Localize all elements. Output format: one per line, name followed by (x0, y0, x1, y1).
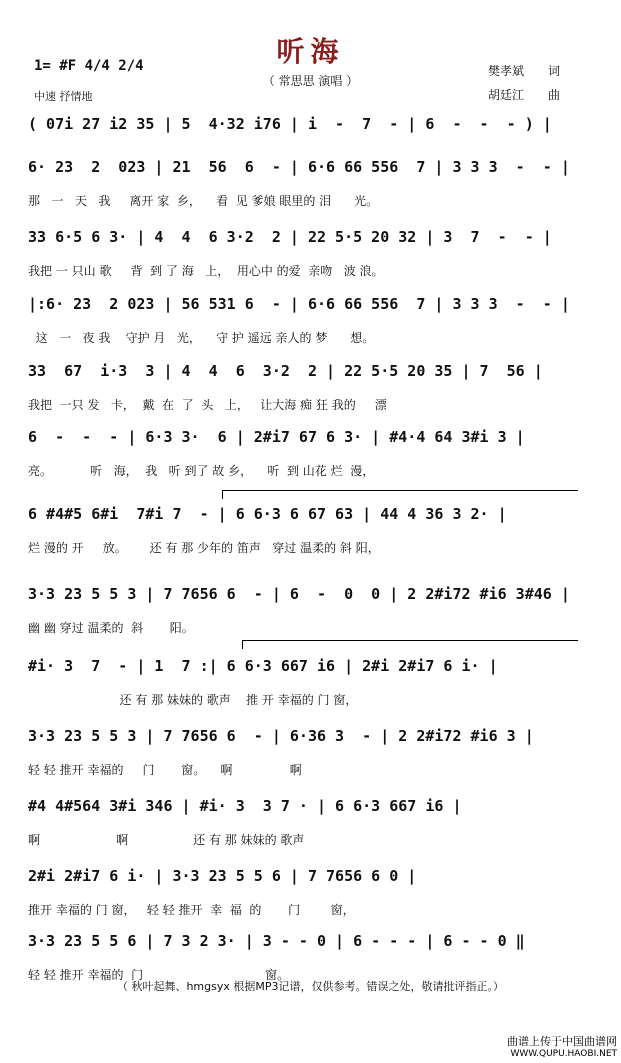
volta-bracket (242, 640, 578, 649)
notation-text: 6 - - - | 6·3 3· 6 | 2#i7 67 6 3· | #4·4 64 3#i 3 | (28, 428, 525, 446)
lyric-line: 推开 幸福的 门 窗， 轻 轻 推开 幸 福 的 门 窗， (28, 903, 355, 917)
notation-line (28, 428, 593, 456)
composer-role: 曲 (548, 88, 561, 102)
notation-line (28, 505, 593, 533)
key-signature: 1= #F 4/4 2/4 (34, 58, 144, 74)
notation-text: 3·3 23 5 5 3 | 7 7656 6 - | 6·36 3 - | 2 2#i72 #i6 3 | (28, 727, 534, 745)
notation-text: 33 67 i·3 3 | 4 4 6 3·2 2 | 22 5·5 20 35 | 7 56 | (28, 362, 543, 380)
notation-line (28, 657, 593, 685)
lyric-line: 我把 一只 发 卡， 戴 在 了 头 上， 让大海 痴 狂 我的 漂 (28, 398, 387, 412)
watermark (507, 1033, 617, 1059)
notation-text: 6· 23 2 023 | 21 56 6 - | 6·6 66 556 7 | 3 3 3 - - | (28, 158, 570, 176)
notation-text: 3·3 23 5 5 3 | 7 7656 6 - | 6 - 0 0 | 2 2#i72 #i6 3#46 | (28, 585, 570, 603)
notation-line (28, 115, 593, 143)
lyric-line: 亮。 听 海， 我 听 到了 故 乡， 听 到 山花 烂 漫， (28, 464, 375, 478)
lyric-line: 烂 漫的 开 放。 还 有 那 少年的 笛声 穿过 温柔的 斜 阳， (28, 541, 380, 555)
composer-name: 胡廷江 (488, 88, 525, 102)
volta-bracket (222, 490, 578, 499)
notation-line (28, 228, 593, 256)
lyric-line: 啊 啊 还 有 那 妹妹的 歌声 (28, 833, 305, 847)
lyric-line: 那 一 天 我 离开 家 乡， 看 见 爹娘 眼里的 泪 光。 (28, 194, 379, 208)
notation-text: ( 07i 27 i2 35 | 5 4·32 i76 | i - 7 - | 6 - - - ) | (28, 115, 552, 133)
notation-line (28, 867, 593, 895)
notation-text: 6 #4#5 6#i 7#i 7 - | 6 6·3 6 67 63 | 44 4 36 3 2· | (28, 505, 507, 523)
notation-line (28, 932, 593, 960)
notation-text: 33 6·5 6 3· | 4 4 6 3·2 2 | 22 5·5 20 32 | 3 7 - - | (28, 228, 552, 246)
lyricist-role: 词 (548, 64, 561, 78)
footnote: （ 秋叶起舞、hmgsyx 根据MP3记谱，仅供参考。错误之处，敬请批评指正。） (116, 980, 505, 993)
lyricist-name: 樊孝斌 (488, 64, 525, 78)
notation-line (28, 362, 593, 390)
notation-line (28, 797, 593, 825)
lyric-line: 轻 轻 推开 幸福的 门 窗。 啊 啊 (28, 763, 302, 777)
notation-text: #i· 3 7 - | 1 7 :| 6 6·3 667 i6 | 2#i 2#i7 6 i· | (28, 657, 498, 675)
watermark-url: WWW.QUPU.HAOBI.NET (510, 1049, 617, 1059)
page-title: 听海 (276, 35, 345, 68)
notation-line (28, 158, 593, 186)
lyric-line: 我把 一 只山 歌 背 到 了 海 上， 用心中 的爱 亲吻 波 浪。 (28, 264, 384, 278)
lyric-line: 还 有 那 妹妹的 歌声 推 开 幸福的 门 窗， (28, 693, 358, 707)
notation-text: #4 4#564 3#i 346 | #i· 3 3 7 · | 6 6·3 667 i6 | (28, 797, 462, 815)
watermark-text: 曲谱上传于中国曲谱网 (507, 1035, 617, 1048)
notation-line (28, 727, 593, 755)
singer-credit: （ 常思思 演唱 ） (262, 74, 359, 88)
lyric-line: 幽 幽 穿过 温柔的 斜 阳。 (28, 621, 194, 635)
notation-line (28, 295, 593, 323)
notation-line (28, 585, 593, 613)
tempo-marking: 中速 抒情地 (34, 90, 93, 103)
lyric-line: 这 一 夜 我 守护 月 光， 守 护 遥远 亲人的 梦 想。 (28, 331, 375, 345)
notation-text: 2#i 2#i7 6 i· | 3·3 23 5 5 6 | 7 7656 6 0 | (28, 867, 417, 885)
notation-text: |:6· 23 2 023 | 56 531 6 - | 6·6 66 556 7 | 3 3 3 - - | (28, 295, 570, 313)
lyric-line: 轻 轻 推开 幸福的 门 窗。 (28, 968, 290, 982)
notation-text: 3·3 23 5 5 6 | 7 3 2 3· | 3 - - 0 | 6 - - - | 6 - - 0 ‖ (28, 932, 525, 950)
